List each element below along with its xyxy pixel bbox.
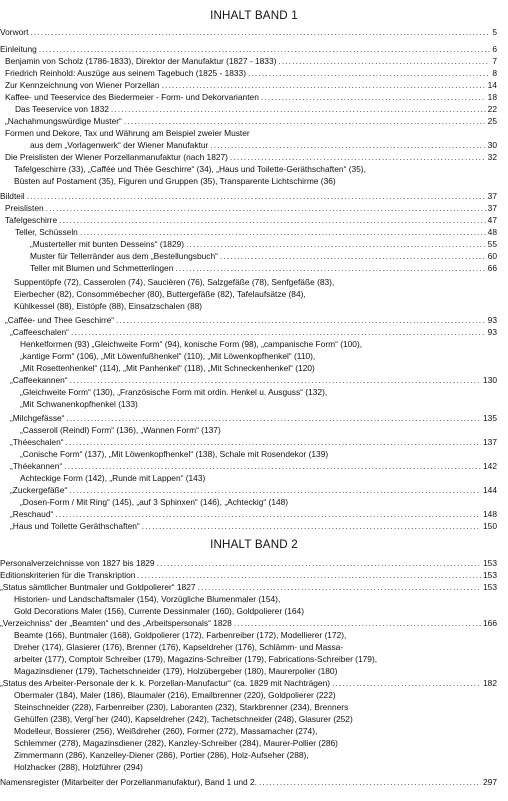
band1-toc-entry bbox=[0, 104, 497, 115]
toc-entry-text: „Musterteller mit bunten Desseins“ (1829) bbox=[30, 239, 185, 249]
band1-toc-entry bbox=[0, 27, 497, 38]
band1-toc-entry bbox=[0, 263, 497, 274]
band2-toc-entry bbox=[0, 678, 497, 689]
toc-page-number: 5 bbox=[492, 27, 497, 37]
toc-page-number: 150 bbox=[483, 521, 497, 531]
toc-page-number: 166 bbox=[483, 618, 497, 628]
band1-toc-entry bbox=[0, 44, 497, 55]
toc-page-number: 14 bbox=[487, 80, 497, 90]
band1-toc-entry: „Dosen-Form / Mit Ring“ (145), „auf 3 Sphinxen“ (146), „Achteckig“ (148) bbox=[20, 497, 289, 507]
band2-toc-entry: Modelleur, Bossierer (256), Weißdreher (260), Former (272), Massamacher (274), bbox=[14, 726, 318, 736]
band1-toc-entry: Formen und Dekore, Tax und Währung am Beispiel zweier Muster bbox=[5, 128, 250, 138]
band2-title: INHALT BAND 2 bbox=[210, 538, 298, 551]
band1-toc-entry bbox=[0, 509, 497, 520]
band2-toc-entry bbox=[0, 570, 497, 581]
band1-toc-entry bbox=[0, 239, 497, 250]
toc-page-number: 48 bbox=[487, 227, 497, 237]
band2-toc-entry: Holzhacker (288), Holzführer (294) bbox=[14, 762, 143, 772]
dot-leader bbox=[80, 227, 486, 238]
toc-entry-text: Benjamin von Scholz (1786-1833), Direktor der Manufaktur (1827 - 1833) bbox=[5, 56, 277, 66]
band1-toc-entry: „Gleichweite Form“ (130), „Französische Form mit ordin. Henkel u. Ausguss“ (132), bbox=[20, 387, 328, 397]
band1-toc-entry bbox=[0, 152, 497, 163]
band2-toc-entry: Schlemmer (278), Magazinsdiener (282), Kanzley-Schreiber (284), Maurer-Pollier (286) bbox=[14, 738, 338, 748]
toc-page-number: 55 bbox=[487, 239, 497, 249]
band1-toc-entry bbox=[0, 485, 497, 496]
toc-page-number: 182 bbox=[483, 678, 497, 688]
band1-toc-entry bbox=[0, 251, 497, 262]
band1-toc-entry bbox=[0, 461, 497, 472]
band1-toc-entry bbox=[0, 413, 497, 424]
band1-toc-entry: Eierbecher (82), Consommébecher (80), Buttergefäße (82), Tafelaufsätze (84), bbox=[14, 289, 306, 299]
band1-toc-entry bbox=[0, 215, 497, 226]
toc-page-number: 47 bbox=[487, 215, 497, 225]
toc-page-number: 7 bbox=[492, 56, 497, 66]
dot-leader bbox=[59, 215, 486, 226]
band2-toc-entry: Gehülfen (238), Vergl¨her (240), Kapseldreher (242), Tachetschneider (248), Glasurer (252) bbox=[14, 714, 353, 724]
dot-leader bbox=[69, 485, 481, 496]
dot-leader bbox=[55, 509, 481, 520]
toc-entry-text: „Théekannen“ bbox=[10, 461, 63, 471]
band1-toc-entry: Tafelgeschirre (33), „Caffée und Thée Geschirre“ (34), „Haus und Toilette-Geräthschaften“ (35), bbox=[14, 164, 366, 174]
band2-toc-entry: Magazinsdiener (179), Tachetschneider (179), Holzübergeber (180), Maurerpolier (180) bbox=[14, 666, 338, 676]
dot-leader bbox=[70, 375, 481, 386]
toc-entry-text: aus dem „Vorlagenwerk“ der Wiener Manufaktur bbox=[30, 140, 209, 150]
dot-leader bbox=[66, 413, 481, 424]
toc-entry-text: Vorwort bbox=[0, 27, 29, 37]
band1-toc-entry: „kantige Form“ (106), „Mit Löwenfußhenkel“ (110), „Mit Löwenkopfhenkel“ (110), bbox=[20, 351, 316, 361]
dot-leader bbox=[71, 327, 486, 338]
toc-entry-text: Tafelgeschirre bbox=[5, 215, 58, 225]
band2-toc-entry bbox=[0, 618, 497, 629]
band1-toc-entry bbox=[0, 116, 497, 127]
band1-toc-entry bbox=[0, 92, 497, 103]
dot-leader bbox=[64, 461, 481, 472]
toc-entry-text: Kaffee- und Teeservice des Biedermeier - Form- und Dekorvarianten bbox=[5, 92, 259, 102]
band1-toc-entry bbox=[0, 191, 497, 202]
toc-entry-text: „Caffeekannen“ bbox=[10, 375, 68, 385]
dot-leader bbox=[261, 92, 486, 103]
band1-title: INHALT BAND 1 bbox=[210, 9, 298, 22]
dot-leader bbox=[137, 570, 481, 581]
toc-entry-text: Editionskriterien für die Transkription bbox=[0, 570, 136, 580]
band1-toc-entry bbox=[0, 203, 497, 214]
toc-page-number: 137 bbox=[483, 437, 497, 447]
toc-entry-text: Muster für Tellerränder aus dem „Bestellungsbuch“ bbox=[30, 251, 218, 261]
toc-page-number: 66 bbox=[487, 263, 497, 273]
toc-entry-text: Teller mit Blumen und Schmetterlingen bbox=[30, 263, 174, 273]
toc-entry-text: „Haus und Toilette Geräthschaften“ bbox=[10, 521, 140, 531]
toc-page-number: 142 bbox=[483, 461, 497, 471]
dot-leader bbox=[27, 191, 486, 202]
band2-toc-entry: Zimmermann (286), Kanzelley-Diener (286), Portier (286), Holz-Aufseher (288), bbox=[14, 750, 309, 760]
band2-toc-entry: arbeiter (177), Comptoir Schreiber (179), Magazins-Schreiber (179), Fabrications-Schreiber (179), bbox=[14, 654, 378, 664]
toc-page-number: 153 bbox=[483, 570, 497, 580]
band1-toc-entry bbox=[0, 375, 497, 386]
dot-leader bbox=[124, 116, 486, 127]
band2-toc-entry: Beamte (166), Buntmaler (168), Goldpolierer (172), Farbenreiber (172), Modellierer (172), bbox=[14, 630, 347, 640]
toc-entry-text: „Théeschalen“ bbox=[10, 437, 64, 447]
toc-entry-text: Teller, Schüsseln bbox=[15, 227, 78, 237]
toc-entry-text: Preislisten bbox=[5, 203, 44, 213]
toc-page-number: 8 bbox=[492, 68, 497, 78]
band1-toc-entry: Kühlkessel (88), Eistöpfe (88), Einsatzschalen (88) bbox=[14, 301, 203, 311]
toc-page-number: 153 bbox=[483, 582, 497, 592]
toc-entry-text: Bildteil bbox=[0, 191, 25, 201]
toc-page-number: 37 bbox=[487, 203, 497, 213]
toc-entry-text: „Zuckergefäße“ bbox=[10, 485, 68, 495]
band1-toc-entry: „Casseroll (Reindl) Form“ (136), „Wannen Form“ (137) bbox=[20, 425, 221, 435]
band1-toc-entry: „Mit Schwanenkopfhenkel (133) bbox=[20, 399, 138, 409]
dot-leader bbox=[66, 437, 481, 448]
toc-entry-text: Das Teeservice von 1832 bbox=[15, 104, 109, 114]
band1-toc-entry bbox=[0, 327, 497, 338]
band1-toc-entry: Achteckige Form (142), „Runde mit Lappen“ (143) bbox=[20, 473, 206, 483]
toc-entry-text: „Milchgefässe“ bbox=[10, 413, 65, 423]
toc-page-number: 144 bbox=[483, 485, 497, 495]
band1-toc-entry bbox=[0, 68, 497, 79]
toc-entry-text: „Verzeichniss“ der „Beamten“ und des „Arbeitspersonals“ 1828 bbox=[0, 618, 232, 628]
dot-leader bbox=[30, 27, 490, 38]
toc-entry-text: „Caffée- und Thee Geschirre“ bbox=[5, 315, 115, 325]
dot-leader bbox=[210, 140, 485, 151]
toc-page-number: 135 bbox=[483, 413, 497, 423]
band2-toc-entry: Historien- und Landschaftsmaler (154), Vorzügliche Blumenmaler (154), bbox=[14, 594, 281, 604]
dot-leader bbox=[220, 251, 486, 262]
toc-page-number: 22 bbox=[487, 104, 497, 114]
toc-entry-text: „Reschaud“ bbox=[10, 509, 54, 519]
band2-toc-entry: Obermaler (184), Maler (186), Blaumaler (216), Emailbrenner (220), Goldpolierer (222) bbox=[14, 690, 336, 700]
dot-leader bbox=[142, 521, 481, 532]
dot-leader bbox=[186, 239, 486, 250]
toc-page-number: 153 bbox=[483, 558, 497, 568]
band1-toc-entry: „Mit Rosettenhenkel“ (114), „Mit Panhenkel“ (118), „Mit Schneckenhenkel“ (120) bbox=[20, 363, 315, 373]
dot-leader bbox=[175, 263, 485, 274]
toc-page-number: 297 bbox=[483, 777, 497, 787]
band1-toc-entry bbox=[0, 437, 497, 448]
dot-leader bbox=[278, 56, 490, 67]
band1-toc-entry bbox=[0, 140, 497, 151]
toc-entry-text: „Status sämtlicher Buntmaler und Goldpolierer“ 1827 bbox=[0, 582, 196, 592]
toc-entry-text: „Caffeeschalen“ bbox=[10, 327, 69, 337]
band1-toc-entry bbox=[0, 227, 497, 238]
toc-page-number: 130 bbox=[483, 375, 497, 385]
toc-entry-text: Friedrich Reinhold: Auszüge aus seinem Tagebuch (1825 - 1833) bbox=[5, 68, 247, 78]
toc-entry-text: „Nachahmungswürdige Muster“ bbox=[5, 116, 122, 126]
dot-leader bbox=[46, 203, 486, 214]
dot-leader bbox=[162, 80, 486, 91]
toc-page-number: 25 bbox=[487, 116, 497, 126]
toc-page-number: 6 bbox=[492, 44, 497, 54]
band1-toc-entry bbox=[0, 315, 497, 326]
toc-page-number: 37 bbox=[487, 191, 497, 201]
dot-leader bbox=[234, 618, 481, 629]
toc-page-number: 32 bbox=[487, 152, 497, 162]
band2-toc-entry bbox=[0, 558, 497, 569]
toc-page-number: 18 bbox=[487, 92, 497, 102]
dot-leader bbox=[259, 777, 481, 788]
dot-leader bbox=[116, 315, 486, 326]
dot-leader bbox=[157, 558, 481, 569]
band1-toc-entry bbox=[0, 56, 497, 67]
band1-toc-entry: „Conische Form“ (137), „Mit Löwenkopfhenkel“ (138), Schale mit Rosendekor (139) bbox=[20, 449, 329, 459]
band2-toc-entry: Steinschneider (228), Farbenreiber (230), Laboranten (232), Starkbrenner (234), Brenners bbox=[14, 702, 349, 712]
band1-toc-entry bbox=[0, 521, 497, 532]
toc-entry-text: Namensregister (Mitarbeiter der Porzellanmanufaktur), Band 1 und 2. bbox=[0, 777, 257, 787]
band2-toc-entry bbox=[0, 582, 497, 593]
toc-page-number: 60 bbox=[487, 251, 497, 261]
dot-leader bbox=[198, 582, 482, 593]
toc-page-number: 93 bbox=[487, 315, 497, 325]
toc-entry-text: Die Preislisten der Wiener Porzellanmanufaktur (nach 1827) bbox=[5, 152, 228, 162]
band2-toc-entry: Dreher (174), Glasierer (176), Brenner (176), Kapseldreher (176), Schlämm- und Massa- bbox=[14, 642, 344, 652]
dot-leader bbox=[111, 104, 486, 115]
dot-leader bbox=[39, 44, 491, 55]
dot-leader bbox=[248, 68, 490, 79]
dot-leader bbox=[332, 678, 481, 689]
band2-toc-entry bbox=[0, 777, 497, 788]
dot-leader bbox=[230, 152, 486, 163]
band1-toc-entry bbox=[0, 80, 497, 91]
toc-page-number: 93 bbox=[487, 327, 497, 337]
toc-entry-text: Zur Kennzeichnung von Wiener Porzellan bbox=[5, 80, 160, 90]
band1-toc-entry: Büsten auf Postament (35), Figuren und Gruppen (35), Transparente Lichtschirme (36) bbox=[14, 176, 336, 186]
toc-entry-text: „Status des Arbeiter-Personale der k. k. Porzellan-Manufactur“ (ca. 1829 mit Nachträgen) bbox=[0, 678, 331, 688]
toc-entry-text: Einleitung bbox=[0, 44, 37, 54]
toc-page-number: 30 bbox=[487, 140, 497, 150]
toc-entry-text: Personalverzeichnisse von 1827 bis 1829 bbox=[0, 558, 155, 568]
band2-toc-entry: Gold Decorations Maler (156), Currente Dessinmaler (160), Goldpolierer (164) bbox=[14, 606, 304, 616]
band1-toc-entry: Henkelformen (93) „Gleichweite Form“ (94), konische Form (98), „campanische Form“ (100), bbox=[20, 339, 363, 349]
band1-toc-entry: Suppentöpfe (72), Casserolen (74), Saucièren (76), Salzgefäße (78), Senfgefäße (83), bbox=[14, 277, 335, 287]
toc-page-number: 148 bbox=[483, 509, 497, 519]
